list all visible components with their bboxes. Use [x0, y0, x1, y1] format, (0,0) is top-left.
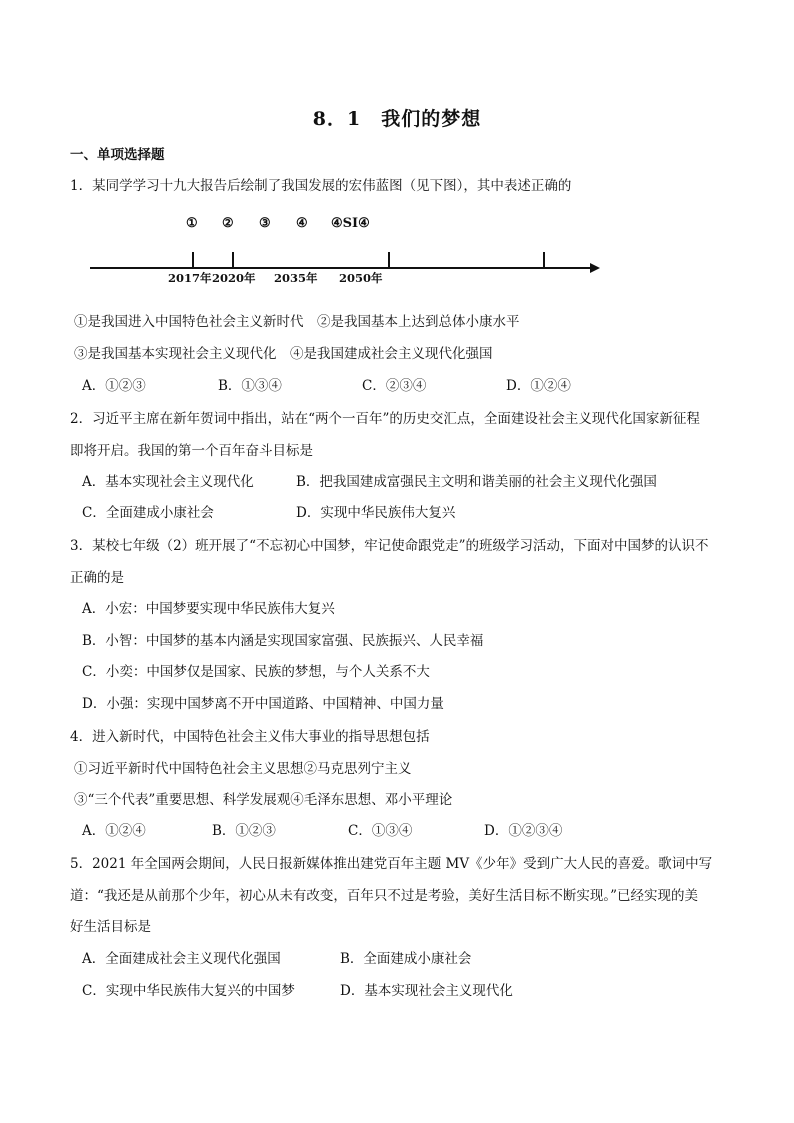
timeline-mark-3: ③ [259, 216, 271, 231]
q2-option-d[interactable]: D．实现中华民族伟大复兴 [296, 505, 456, 521]
q3-option-b[interactable]: B．小智：中国梦的基本内涵是实现国家富强、民族振兴、人民幸福 [82, 633, 484, 649]
q2-option-b[interactable]: B．把我国建成富强民主文明和谐美丽的社会主义现代化强国 [296, 474, 657, 490]
q4-statement-line-2: ③“三个代表”重要思想、科学发展观④毛泽东思想、邓小平理论 [74, 792, 453, 808]
q3-option-d[interactable]: D．小强：实现中国梦离不开中国道路、中国精神、中国力量 [82, 696, 444, 712]
q5-stem-line-2: 道：“我还是从前那个少年，初心从未有改变，百年只不过是考验，美好生活目标不断实现。”已经实现的美 [70, 888, 699, 904]
section-heading: 一、单项选择题 [70, 147, 165, 163]
q5-option-c[interactable]: C．实现中华民族伟大复兴的中国梦 [82, 983, 295, 999]
timeline-year-2017: 2017年 [168, 271, 212, 285]
timeline-year-2050: 2050年 [339, 271, 383, 285]
q1-option-d[interactable]: D．①②④ [506, 378, 571, 394]
q3-option-a[interactable]: A．小宏：中国梦要实现中华民族伟大复兴 [82, 601, 335, 617]
q5-option-b[interactable]: B．全面建成小康社会 [340, 951, 472, 967]
q2-stem-line-2: 即将开启。我国的第一个百年奋斗目标是 [70, 443, 313, 459]
q1-option-a[interactable]: A．①②③ [82, 378, 146, 394]
q5-option-a[interactable]: A．全面建成社会主义现代化强国 [82, 951, 281, 967]
q5-stem-line-3: 好生活目标是 [70, 919, 151, 935]
q3-option-c[interactable]: C．小奕：中国梦仅是国家、民族的梦想，与个人关系不大 [82, 664, 430, 680]
q4-option-b[interactable]: B．①②③ [212, 823, 276, 839]
timeline-year-2020: 2020年 [212, 271, 256, 285]
timeline-mark-1: ① [186, 216, 198, 231]
q1-option-c[interactable]: C．②③④ [362, 378, 427, 394]
q1-statement-line-1: ①是我国进入中国特色社会主义新时代 ②是我国基本上达到总体小康水平 [74, 314, 520, 330]
q1-stem: 1．某同学学习十九大报告后绘制了我国发展的宏伟蓝图（见下图），其中表述正确的 [70, 178, 572, 194]
q2-stem-line-1: 2．习近平主席在新年贺词中指出，站在“两个一百年”的历史交汇点，全面建设社会主义现代化国家新征程 [70, 411, 700, 427]
q4-option-c[interactable]: C．①③④ [348, 823, 413, 839]
q2-option-a[interactable]: A．基本实现社会主义现代化 [82, 474, 254, 490]
q4-statement-line-1: ①习近平新时代中国特色社会主义思想②马克思列宁主义 [74, 761, 412, 777]
timeline-figure [80, 212, 620, 292]
q3-stem-line-1: 3．某校七年级（2）班开展了“不忘初心中国梦，牢记使命跟党走”的班级学习活动，下面对中国梦的认识不 [70, 538, 709, 554]
timeline-mark-2: ② [222, 216, 234, 231]
q5-option-d[interactable]: D．基本实现社会主义现代化 [340, 983, 513, 999]
timeline-mark-5: ④SI④ [331, 216, 370, 231]
q3-stem-line-2: 正确的是 [70, 570, 124, 586]
q4-stem: 4．进入新时代，中国特色社会主义伟大事业的指导思想包括 [70, 729, 430, 745]
timeline-mark-4: ④ [296, 216, 308, 231]
q1-option-b[interactable]: B．①③④ [218, 378, 282, 394]
q4-option-d[interactable]: D．①②③④ [484, 823, 563, 839]
timeline-year-2035: 2035年 [274, 271, 318, 285]
q4-option-a[interactable]: A．①②④ [82, 823, 146, 839]
q1-statement-line-2: ③是我国基本实现社会主义现代化 ④是我国建成社会主义现代化强国 [74, 346, 493, 362]
page-title: 8．1 我们的梦想 [312, 108, 482, 130]
q5-stem-line-1: 5．2021 年全国两会期间，人民日报新媒体推出建党百年主题 MV《少年》受到广大人民的喜爱。歌词中写 [70, 856, 713, 872]
q2-option-c[interactable]: C．全面建成小康社会 [82, 505, 214, 521]
